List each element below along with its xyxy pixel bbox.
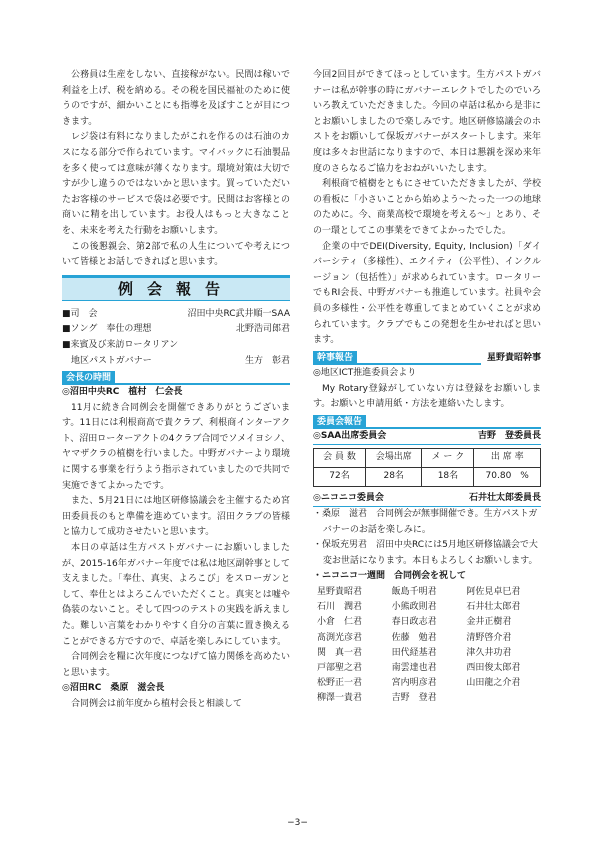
speaker-heading: ◎沼田RC 桑原 滋会長 [62, 683, 165, 694]
speaker1-paragraph-3: 本日の卓話は生方パストガバナーにお願いしましたが、2015-16年ガバナー年度では私は地区副幹事として支えました。「奉仕、真実、よろこび」をスローガンとして、奉仕とはよろこんでいただくこと。真実とは嘘や偽装のないこと。そして四つのテストの実践を訴えました。難しい言葉をわかりやすく自分の言葉に置き換えることができる方ですので、卓話を楽しみにしています。 [62, 543, 290, 647]
program-value: 沼田中央RC武井順一SAA [187, 308, 290, 319]
niko-heading [313, 491, 541, 507]
section-label: 会長の時間 [62, 371, 115, 385]
name-item: 金井正樹君 [466, 617, 512, 628]
speaker1-paragraph-2: また、5月21日には地区研修協議会を主催するため宮田委員長のもと準備を進めています。沼田クラブの皆様と協力して成功させたいと思います。 [62, 496, 290, 538]
left-column [62, 68, 290, 713]
continued-paragraph-1: 今回2回目ができてほっとしています。生方パストガバナーは私が幹事の時にガバナーエレクトでしたのでいろいろ教えていただきました。今回の卓話は私から是非にとお願いしましたので楽しみです。地区研修協議会のホストをお願いして保坂ガバナーがスタートします。来年度は多々お世話になりますので、本日は懇親を深め来年度のさらなるご協力をおねがいいたします。 [313, 70, 541, 174]
table-row [314, 468, 541, 487]
name-item: 田代経基君 [391, 647, 437, 658]
table-header-cell: 会場出席 [365, 449, 421, 468]
niko-item: ・保坂充男君 沼田中央RCには5月地区研修協議会で大変お世話になります。本日もよろしくお願いします。 [313, 540, 538, 566]
program-row [62, 307, 290, 323]
program-value: 北野浩司郎君 [235, 324, 290, 335]
name-item: 宮内明彦君 [391, 678, 437, 689]
right-column [313, 68, 541, 707]
name-item: 清野啓介君 [466, 632, 512, 643]
name-item [466, 691, 541, 706]
section-rule [366, 415, 541, 429]
page-number: −3− [287, 818, 308, 828]
attendance-table [313, 448, 541, 487]
table-cell: 70.80 % [474, 468, 541, 487]
name-item: 戸部聖之君 [317, 663, 363, 674]
program-row [62, 322, 290, 338]
saa-heading [313, 429, 541, 445]
saa-person: 吉野 登委員長 [477, 431, 541, 442]
section-bar-kaicho [62, 371, 290, 385]
table-cell: 72名 [314, 468, 366, 487]
saa-title: ◎SAA出席委員会 [313, 431, 387, 442]
name-item: 関 真一君 [317, 647, 363, 658]
name-item: 髙渕光彦君 [317, 632, 363, 643]
niko-item: ・桑原 滋君 合同例会が無事開催でき。生方パストガバナーのお話を楽しみに。 [313, 509, 538, 535]
section-rule [115, 371, 290, 385]
name-item: 南雲達也君 [391, 663, 437, 674]
table-cell: 28名 [365, 468, 421, 487]
name-item: 吉野 登君 [391, 693, 437, 704]
name-item: 飯島千明君 [391, 587, 437, 598]
niko-title: ◎ニコニコ委員会 [313, 493, 384, 504]
name-item: 津久井功君 [466, 647, 512, 658]
program-label: 地区パストガバナー [62, 355, 152, 366]
kanji-item-heading: ◎地区ICT推進委員会より [313, 368, 417, 379]
section-bar-kanji [313, 351, 541, 367]
table-header-cell: 出 席 率 [474, 449, 541, 468]
section-rule [357, 351, 481, 365]
table-header-row [314, 449, 541, 468]
kanji-paragraph: My Rotary登録がしていない方は登録をお願いします。お願いと申請用紙・方法を連絡いたします。 [313, 383, 541, 410]
intro-paragraph-1: 公務員は生産をしない、直接稼がない。民間は稼いで利益を上げ、税を納める。その税を国民福祉のために使うのですが、細かいことにも指導を及ぼすことが目につきます。 [62, 70, 290, 127]
name-item: 佐藤 勉君 [391, 632, 437, 643]
intro-paragraph-3: この後懇親会、第2部で私の人生についてや考えについて皆様とお話しできればと思います。 [62, 241, 290, 268]
program-label: ■ソング 奉仕の理想 [62, 324, 152, 335]
name-item: 山田龍之介君 [466, 678, 521, 689]
section-label: 委員会報告 [313, 415, 366, 429]
table-header-cell: メ ー ク [422, 449, 474, 468]
name-item: 石井壮太郎君 [466, 602, 521, 613]
speaker2-paragraph-1: 合同例会は前年度から植村会長と相談して [71, 698, 243, 709]
table-header-cell: 会 員 数 [314, 449, 366, 468]
program-list [62, 307, 290, 369]
program-label: ■司 会 [62, 308, 98, 319]
table-cell: 18名 [422, 468, 474, 487]
report-title: 例会報告 [62, 275, 290, 301]
weekly-names [313, 585, 541, 707]
name-item: 石川 潤君 [317, 602, 363, 613]
speaker1-paragraph-4: 合同例会を糧に次年度につなげて協力関係を高めたいと思います。 [62, 652, 290, 678]
program-value: 生方 彰君 [244, 355, 290, 366]
section-person: 星野貴昭幹事 [486, 352, 541, 363]
section-label: 幹事報告 [313, 351, 357, 365]
name-item: 春日政志君 [391, 617, 437, 628]
weekly-title: ・ニコニコ一週間 合同例会を祝して [313, 571, 467, 582]
continued-paragraph-2: 利根商で植樹をともにさせていただきましたが、学校の看板に「小さいことから始めよう～たった一つの地球のために。今、商業高校で環境を考える～」とあり、その一環としてこの事業をできてよかったでした。 [313, 179, 541, 236]
name-item: 柳澤一貴君 [317, 693, 363, 704]
speaker1-paragraph-1: 11月に続き合同例会を開催できありがとうございます。11日には利根商高で貴クラブ、利根商インターアクト、沼田ローターアクトの4クラブ合同でソメイヨシノ、ヤマザクラの植樹を行いました。中野ガバナーより環境に関する事業を行うよう指示されていましたので共同で実施できてよかったです。 [62, 402, 290, 491]
intro-paragraph-2: レジ袋は有料になりましたがこれを作るのは石油のカスになる部分で作られています。マイバックに石油製品を多く使っては意味が薄くなります。環境対策は大切ですが少し違うのではないかと思います。買っていただいたお客様のサービスで袋は必要です。民間はお客様との商いに精を出しています。お役人はもっと大きなことを、未来を考えた行動をお願いします。 [62, 132, 290, 236]
program-label: ■来賓及び来訪ロータリアン [62, 339, 179, 350]
speaker-heading: ◎沼田中央RC 植村 仁会長 [62, 387, 183, 398]
niko-person: 石井壮太郎委員長 [468, 493, 541, 504]
name-item: 小倉 仁君 [317, 617, 363, 628]
name-item: 西田俊太郎君 [466, 663, 521, 674]
continued-paragraph-3: 企業の中でDEI(Diversity, Equity, Inclusion)「ダイバーシティ（多様性）、エクイティ（公平性）、インクルージョン（包括性）」が求められています。ロータリーでもRI会長、中野ガバナーも推進しています。社員や会員の多様性・公平性を尊重してまとめていくことが求められています。クラブでもこの発想を生かせればと思います。 [313, 241, 541, 346]
section-bar-iinkai [313, 415, 541, 429]
name-item: 小熊政則君 [391, 602, 437, 613]
name-item: 星野貴昭君 [317, 587, 363, 598]
name-item: 松野正一君 [317, 678, 363, 689]
name-item: 阿佐見卓巳君 [466, 587, 521, 598]
program-row [62, 354, 290, 370]
program-row [62, 338, 290, 354]
